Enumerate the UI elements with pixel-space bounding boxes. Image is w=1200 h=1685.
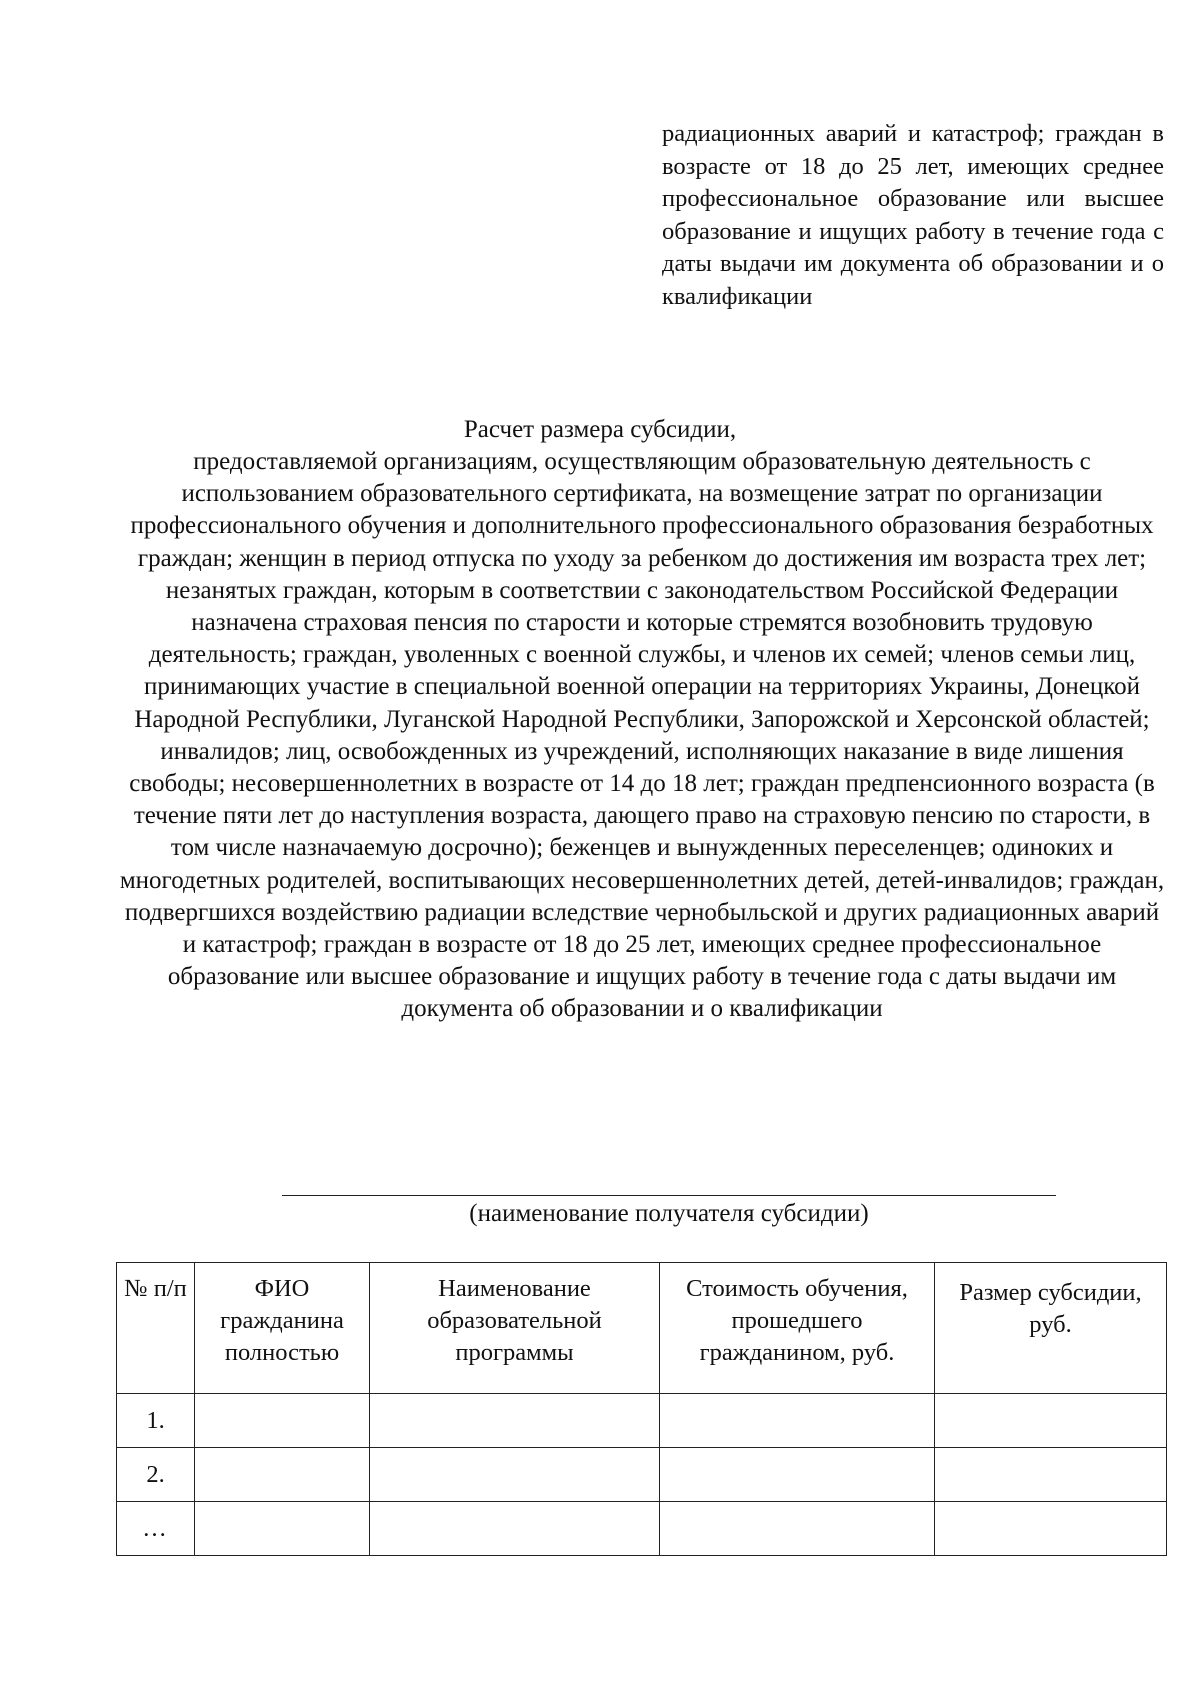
table-header-row [117, 1263, 1167, 1394]
document-subtitle: предоставляемой организациям, осуществляющим образовательную деятельность с использованием образовательного сертификата, на возмещение затрат по организации профессионального обучения и дополнительного профессионального образования безработных граждан; женщин в период отпуска по уходу за ребенком до достижения им возраста трех лет; незанятых граждан, которым в соответствии с законодательством Российской Федерации назначена страховая пенсия по старости и которые стремятся возобновить трудовую деятельность; граждан, уволенных с военной службы, и членов их семей; членов семьи лиц, принимающих участие в специальной военной операции на территориях Украины, Донецкой Народной Республики, Луганской Народной Республики, Запорожской и Херсонской областей; инвалидов; лиц, освобожденных из учреждений, исполняющих наказание в виде лишения свободы; несовершеннолетних в возрасте от 14 до 18 лет; граждан предпенсионного возраста (в течение пяти лет до наступления возраста, дающего право на страховую пенсию по старости, в том числе назначаемую досрочно); беженцев и вынужденных переселенцев; одиноких и многодетных родителей, воспитывающих несовершеннолетних детей, детей-инвалидов; граждан, подвергшихся воздействию радиации вследствие чернобыльской и других радиационных аварий и катастроф; граждан в возрасте от 18 до 25 лет, имеющих среднее профессиональное образование или высшее образование и ищущих работу в течение года с даты выдачи им документа об образовании и о квалификации [119, 448, 1165, 1023]
cell-subsidy-amount [935, 1448, 1167, 1502]
cell-full-name [195, 1394, 370, 1448]
cell-subsidy-amount [935, 1394, 1167, 1448]
cell-full-name [195, 1502, 370, 1556]
recipient-caption: (наименование получателя субсидии) [469, 1200, 869, 1227]
table-row [117, 1394, 1167, 1448]
annex-continuation-text: радиационных аварий и катастроф; граждан в возрасте от 18 до 25 лет, имеющих среднее профессиональное образование или высшее образование и ищущих работу в течение года с даты выдачи им документа об образовании и о квалификации [662, 120, 1164, 310]
header-number: № п/п [117, 1263, 195, 1394]
cell-number: … [117, 1502, 195, 1556]
header-subsidy-amount: Размер субсидии, руб. [935, 1263, 1167, 1394]
cell-program-name [370, 1502, 660, 1556]
table-row [117, 1502, 1167, 1556]
cell-training-cost [660, 1502, 935, 1556]
cell-training-cost [660, 1394, 935, 1448]
document-title: Расчет размера субсидии, [463, 416, 737, 443]
header-program-name: Наименование образовательной программы [370, 1263, 660, 1394]
cell-program-name [370, 1448, 660, 1502]
cell-full-name [195, 1448, 370, 1502]
table-row [117, 1448, 1167, 1502]
header-full-name: ФИО гражданина полностью [195, 1263, 370, 1394]
cell-program-name [370, 1394, 660, 1448]
recipient-name-line [282, 1195, 1056, 1196]
header-training-cost: Стоимость обучения, прошедшего гражданином, руб. [660, 1263, 935, 1394]
cell-number: 2. [117, 1448, 195, 1502]
cell-training-cost [660, 1448, 935, 1502]
subsidy-table [116, 1262, 1167, 1556]
cell-subsidy-amount [935, 1502, 1167, 1556]
cell-number: 1. [117, 1394, 195, 1448]
